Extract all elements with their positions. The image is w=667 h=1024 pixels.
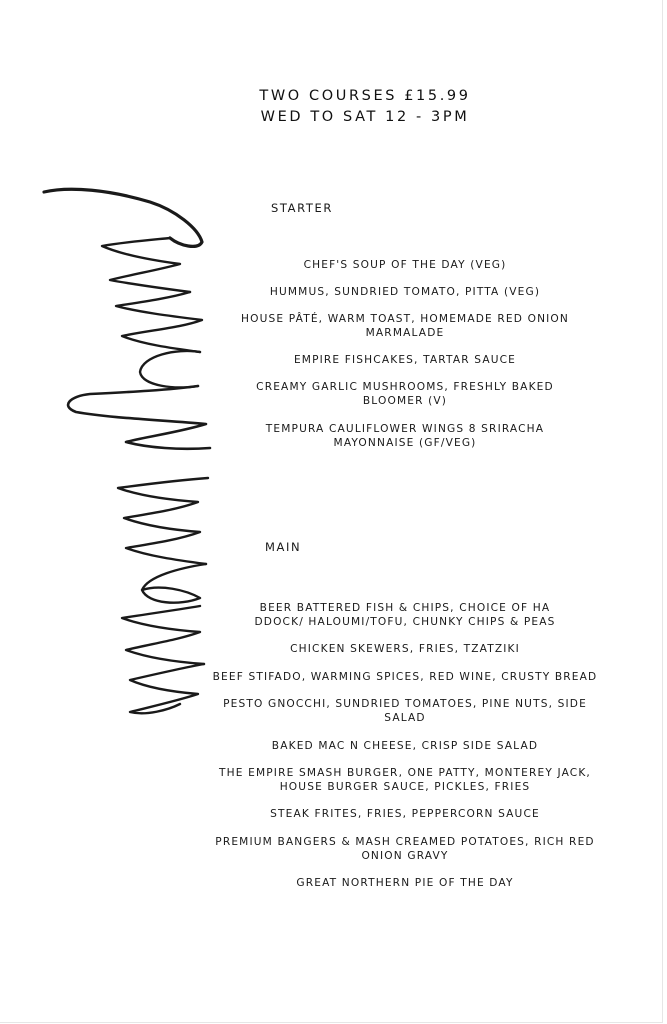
main-item: CHICKEN SKEWERS, FRIES, TZATZIKI [290,643,520,655]
main-item: STEAK FRITES, FRIES, PEPPERCORN SAUCE [270,808,540,820]
main-item: BAKED MAC N CHEESE, CRISP SIDE SALAD [271,740,539,752]
starter-item: TEMPURA CAULIFLOWER WINGS 8 SRIRACHA MAYONNAISE (GF/VEG) [265,423,545,449]
starter-item: EMPIRE FISHCAKES, TARTAR SAUCE [293,354,517,366]
main-item: PESTO GNOCCHI, SUNDRIED TOMATOES, PINE NUTS, SIDE SALAD [223,698,587,724]
price-line: TWO COURSES £15.99 [259,88,471,104]
hours-line: WED TO SAT 12 - 3PM [260,109,470,125]
main-item: GREAT NORTHERN PIE OF THE DAY [296,877,514,889]
starter-heading: STARTER [271,201,333,215]
main-item: BEEF STIFADO, WARMING SPICES, RED WINE, CRUSTY BREAD [212,671,598,683]
main-item: PREMIUM BANGERS & MASH CREAMED POTATOES, RICH RED ONION GRAVY [215,836,595,862]
price-header [200,86,530,128]
main-item: THE EMPIRE SMASH BURGER, ONE PATTY, MONTEREY JACK, HOUSE BURGER SAUCE, PICKLES, FRIES [219,767,591,793]
main-item: BEER BATTERED FISH & CHIPS, CHOICE OF HA DDOCK/ HALOUMI/TOFU, CHUNKY CHIPS & PEAS [254,602,556,628]
starter-item: CHEF'S SOUP OF THE DAY (VEG) [303,259,507,271]
starter-item: HOUSE PÂTÉ, WARM TOAST, HOMEMADE RED ONION MARMALADE [241,313,569,339]
starter-item: CREAMY GARLIC MUSHROOMS, FRESHLY BAKED BLOOMER (V) [256,381,554,407]
starter-item: HUMMUS, SUNDRIED TOMATO, PITTA (VEG) [269,286,541,298]
main-heading: MAIN [265,540,302,554]
